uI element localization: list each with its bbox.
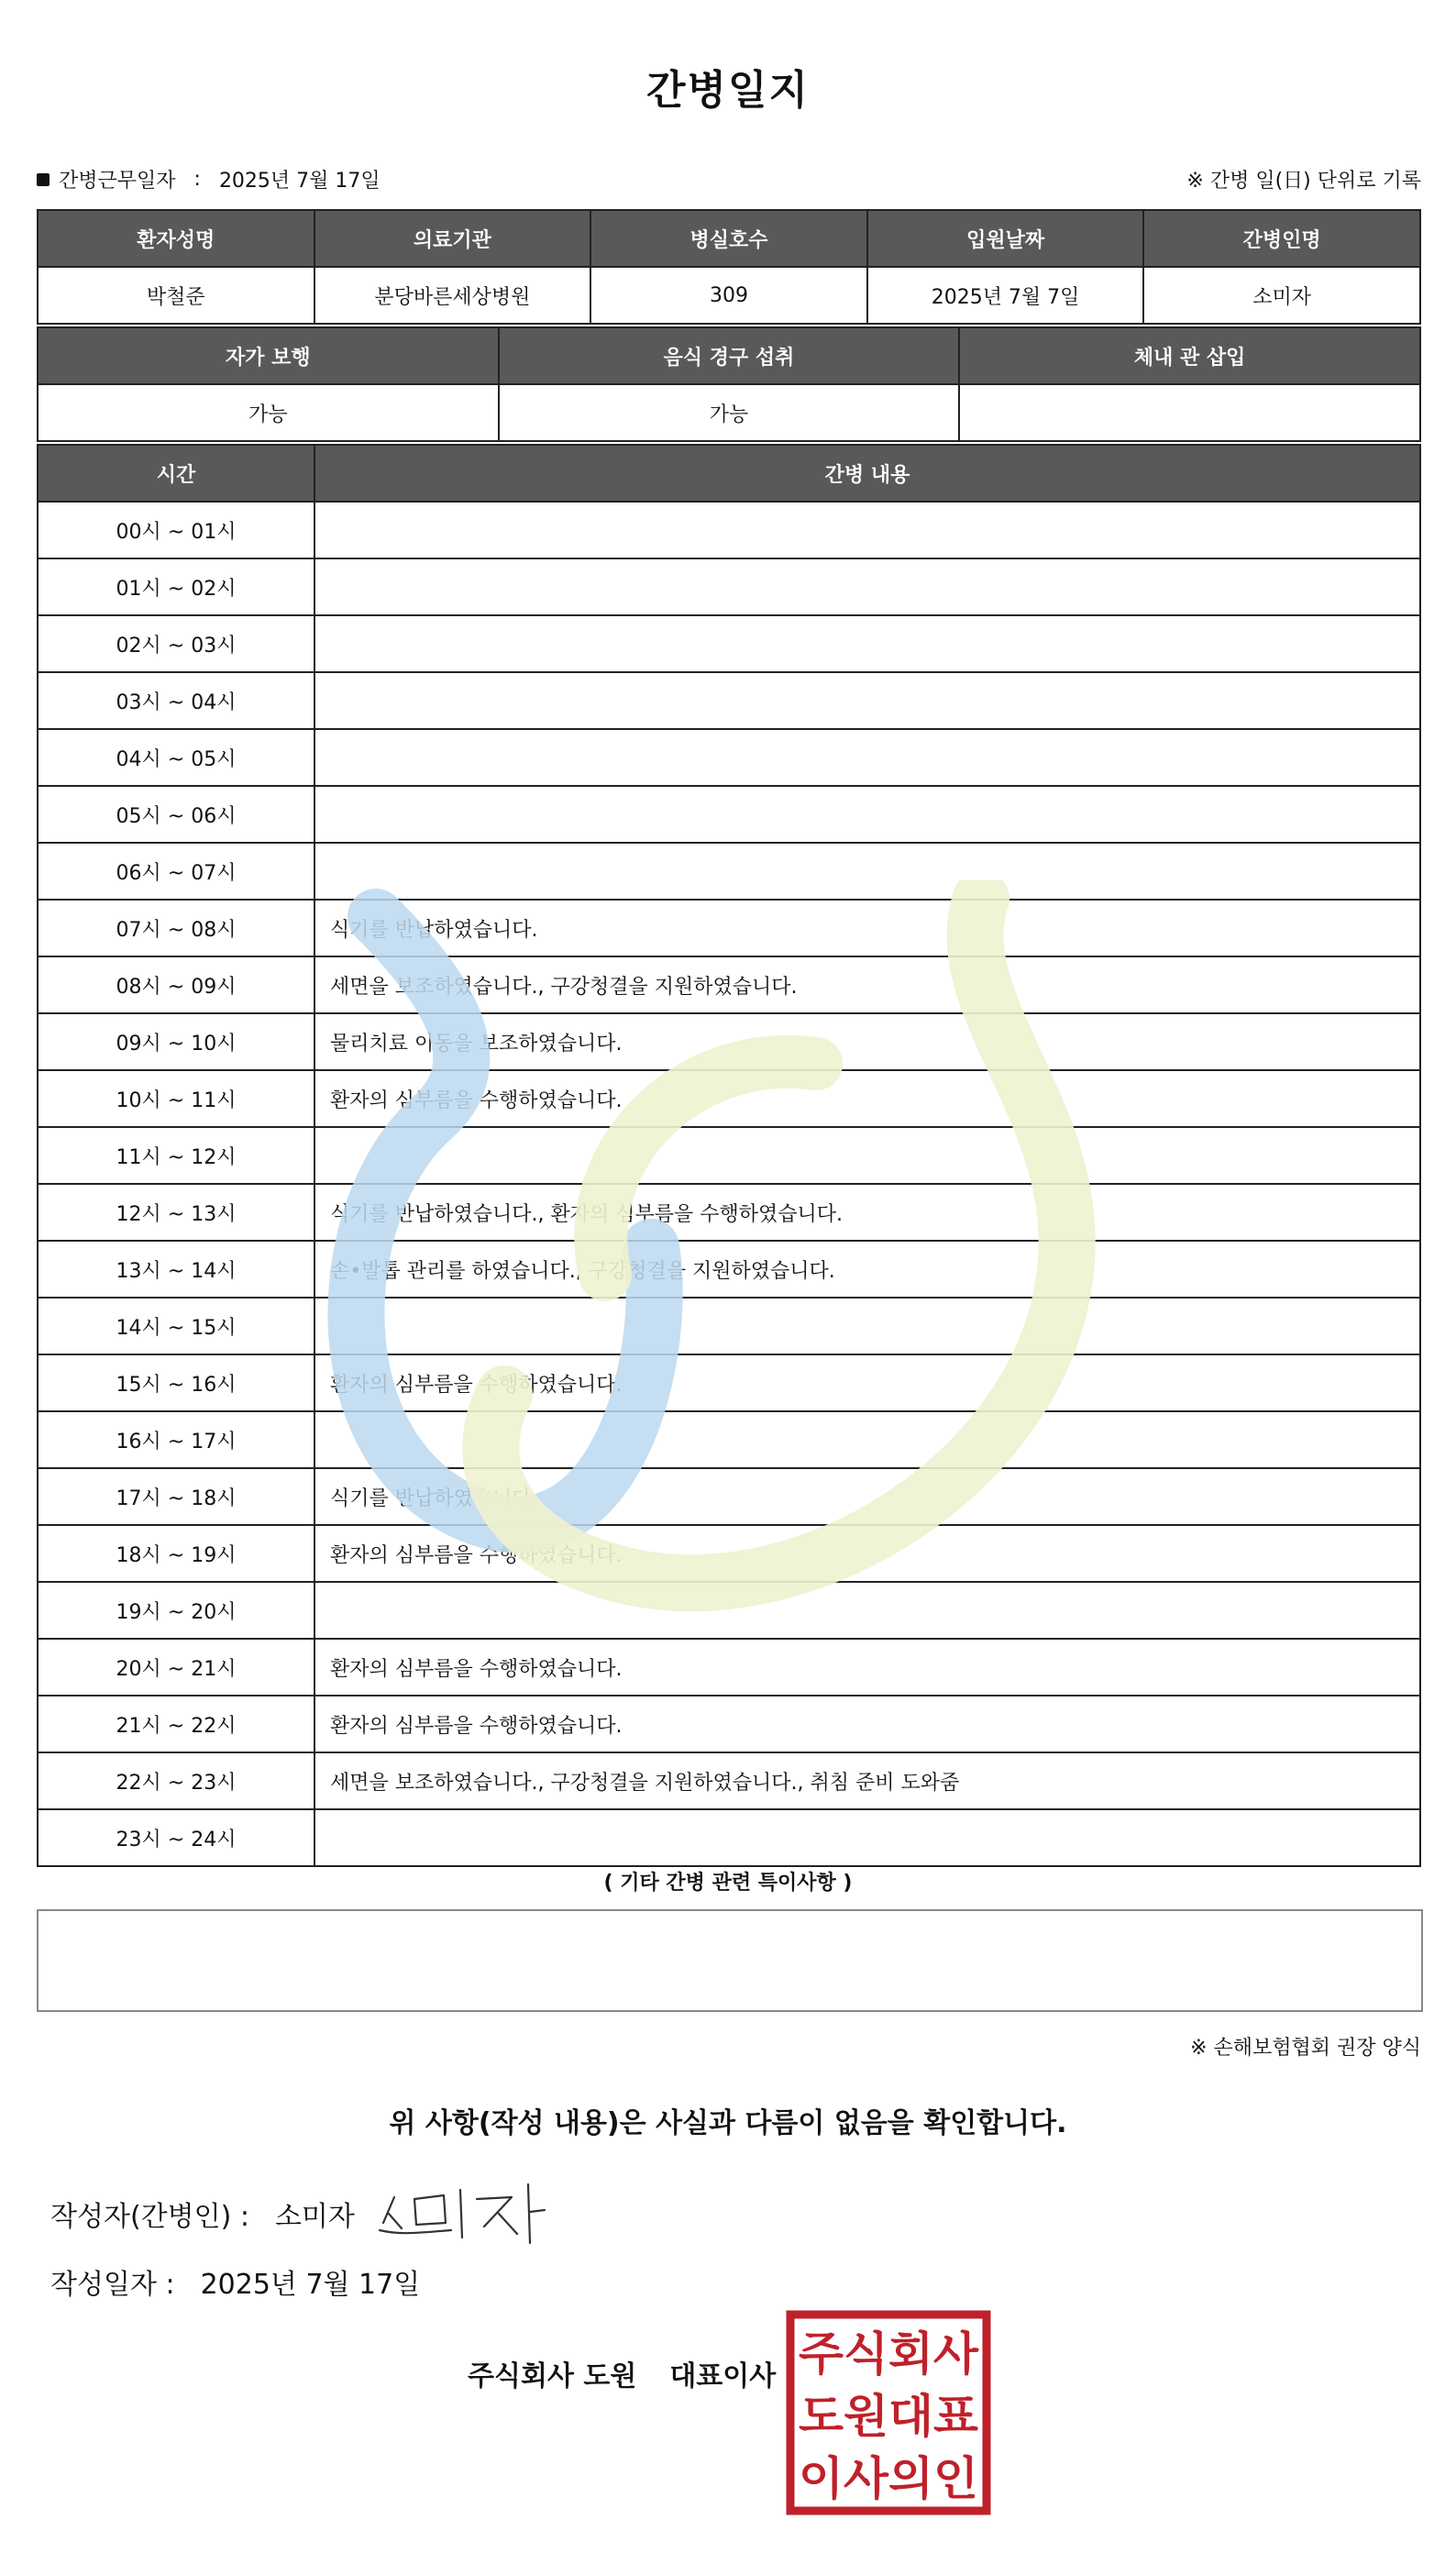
log-time: 00시 ~ 01시 (38, 502, 314, 558)
log-content: 환자의 심부름을 수행하였습니다. (314, 1354, 1420, 1411)
company-seal-stamp (785, 2309, 992, 2516)
notes-title: ( 기타 간병 관련 특이사항 ) (603, 1872, 853, 1895)
patient-name: 박철준 (38, 267, 314, 324)
log-row (38, 1468, 1420, 1525)
log-row (38, 1411, 1420, 1468)
log-content (314, 1298, 1420, 1354)
caregiver-name: 소미자 (1143, 267, 1420, 324)
log-row (38, 1696, 1420, 1752)
hospital-name: 분당바른세상병원 (314, 267, 591, 324)
log-content: 식기를 반납하였습니다., 환자의 심부름을 수행하였습니다. (314, 1184, 1420, 1241)
confirmation-statement: 위 사항(작성 내용)은 사실과 다름이 없음을 확인합니다. (389, 2107, 1067, 2139)
seal-line-3: 이사의인 (799, 2452, 978, 2505)
log-content (314, 1411, 1420, 1468)
oral-intake-value: 가능 (499, 384, 960, 441)
header-time: 시간 (38, 445, 314, 502)
work-date-label: 간병근무일자 (59, 170, 176, 193)
log-row (38, 956, 1420, 1013)
log-time: 01시 ~ 02시 (38, 558, 314, 615)
header-admission-date: 입원날짜 (867, 210, 1144, 267)
room-number: 309 (590, 267, 867, 324)
log-content (314, 615, 1420, 672)
log-time: 03시 ~ 04시 (38, 672, 314, 729)
seal-line-1: 주식회사 (799, 2327, 979, 2381)
log-time: 04시 ~ 05시 (38, 729, 314, 786)
square-bullet-icon (37, 173, 50, 186)
log-time: 18시 ~ 19시 (38, 1525, 314, 1582)
log-content (314, 1582, 1420, 1639)
header-room: 병실호수 (590, 210, 867, 267)
log-row (38, 558, 1420, 615)
log-content (314, 558, 1420, 615)
company-representative: 대표이사 (669, 2360, 777, 2393)
log-time: 17시 ~ 18시 (38, 1468, 314, 1525)
handwritten-signature (374, 2172, 548, 2254)
log-time: 12시 ~ 13시 (38, 1184, 314, 1241)
tube-insertion-value (959, 384, 1420, 441)
log-row (38, 1298, 1420, 1354)
log-time: 10시 ~ 11시 (38, 1070, 314, 1127)
written-date-line (50, 2261, 420, 2302)
log-row (38, 1354, 1420, 1411)
log-content (314, 1809, 1420, 1866)
log-row (38, 1127, 1420, 1184)
company-name: 주식회사 도원 (468, 2360, 637, 2393)
log-content: 환자의 심부름을 수행하였습니다. (314, 1696, 1420, 1752)
log-time: 05시 ~ 06시 (38, 786, 314, 843)
log-content (314, 786, 1420, 843)
log-row (38, 900, 1420, 956)
log-time: 15시 ~ 16시 (38, 1354, 314, 1411)
work-date-colon: : (193, 168, 201, 191)
log-content (314, 729, 1420, 786)
work-date-value: 2025년 7월 17일 (218, 170, 381, 193)
company-line (468, 2353, 776, 2393)
log-time: 09시 ~ 10시 (38, 1013, 314, 1070)
log-content (314, 1127, 1420, 1184)
log-content (314, 502, 1420, 558)
log-row (38, 615, 1420, 672)
log-time: 16시 ~ 17시 (38, 1411, 314, 1468)
log-content: 세면을 보조하였습니다., 구강청결을 지원하였습니다. (314, 956, 1420, 1013)
log-content: 환자의 심부름을 수행하였습니다. (314, 1639, 1420, 1696)
header-oral-intake: 음식 경구 섭취 (499, 327, 960, 384)
log-content (314, 843, 1420, 900)
log-content: 손•발톱 관리를 하였습니다., 구강청결을 지원하였습니다. (314, 1241, 1420, 1298)
log-time: 11시 ~ 12시 (38, 1127, 314, 1184)
log-content: 환자의 심부름을 수행하였습니다. (314, 1525, 1420, 1582)
log-content (314, 672, 1420, 729)
log-row (38, 1070, 1420, 1127)
log-row (38, 1241, 1420, 1298)
work-date-group (37, 165, 381, 193)
log-time: 20시 ~ 21시 (38, 1639, 314, 1696)
log-content: 환자의 심부름을 수행하였습니다. (314, 1070, 1420, 1127)
patient-info-table (37, 209, 1421, 325)
writer-label: 작성자(간병인) : (50, 2201, 249, 2233)
log-row (38, 843, 1420, 900)
log-time: 23시 ~ 24시 (38, 1809, 314, 1866)
patient-status-table (37, 326, 1421, 442)
log-time: 07시 ~ 08시 (38, 900, 314, 956)
log-row (38, 502, 1420, 558)
header-patient-name: 환자성명 (38, 210, 314, 267)
header-caregiver: 간병인명 (1143, 210, 1420, 267)
association-note: ※ 손해보험협회 권장 양식 (1190, 2037, 1421, 2060)
seal-line-2: 도원대표 (799, 2390, 979, 2443)
log-time: 08시 ~ 09시 (38, 956, 314, 1013)
unit-note: ※ 간병 일(日) 단위로 기록 (1186, 170, 1421, 193)
care-log-table (37, 444, 1421, 1867)
log-content: 식기를 반납하였습니다. (314, 1468, 1420, 1525)
admission-date: 2025년 7월 7일 (867, 267, 1144, 324)
header-tube-insertion: 체내 관 삽입 (959, 327, 1420, 384)
log-row (38, 1809, 1420, 1866)
log-row (38, 1582, 1420, 1639)
log-content: 물리치료 이동을 보조하였습니다. (314, 1013, 1420, 1070)
self-walking-value: 가능 (38, 384, 499, 441)
log-time: 02시 ~ 03시 (38, 615, 314, 672)
log-row (38, 1752, 1420, 1809)
document-title: 간병일지 (645, 67, 810, 114)
log-content: 식기를 반납하였습니다. (314, 900, 1420, 956)
log-row (38, 1639, 1420, 1696)
log-time: 13시 ~ 14시 (38, 1241, 314, 1298)
writer-line (50, 2194, 355, 2234)
log-row (38, 1525, 1420, 1582)
log-time: 14시 ~ 15시 (38, 1298, 314, 1354)
written-date-value: 2025년 7월 17일 (200, 2269, 421, 2301)
log-time: 21시 ~ 22시 (38, 1696, 314, 1752)
notes-box (37, 1909, 1423, 2012)
log-row (38, 786, 1420, 843)
header-hospital: 의료기관 (314, 210, 591, 267)
writer-name: 소미자 (274, 2201, 355, 2233)
log-row (38, 1184, 1420, 1241)
log-row (38, 1013, 1420, 1070)
written-date-label: 작성일자 : (50, 2269, 175, 2301)
log-row (38, 729, 1420, 786)
log-time: 19시 ~ 20시 (38, 1582, 314, 1639)
header-care-content: 간병 내용 (314, 445, 1420, 502)
log-time: 06시 ~ 07시 (38, 843, 314, 900)
log-row (38, 672, 1420, 729)
header-self-walking: 자가 보행 (38, 327, 499, 384)
log-time: 22시 ~ 23시 (38, 1752, 314, 1809)
log-content: 세면을 보조하였습니다., 구강청결을 지원하였습니다., 취침 준비 도와줌 (314, 1752, 1420, 1809)
